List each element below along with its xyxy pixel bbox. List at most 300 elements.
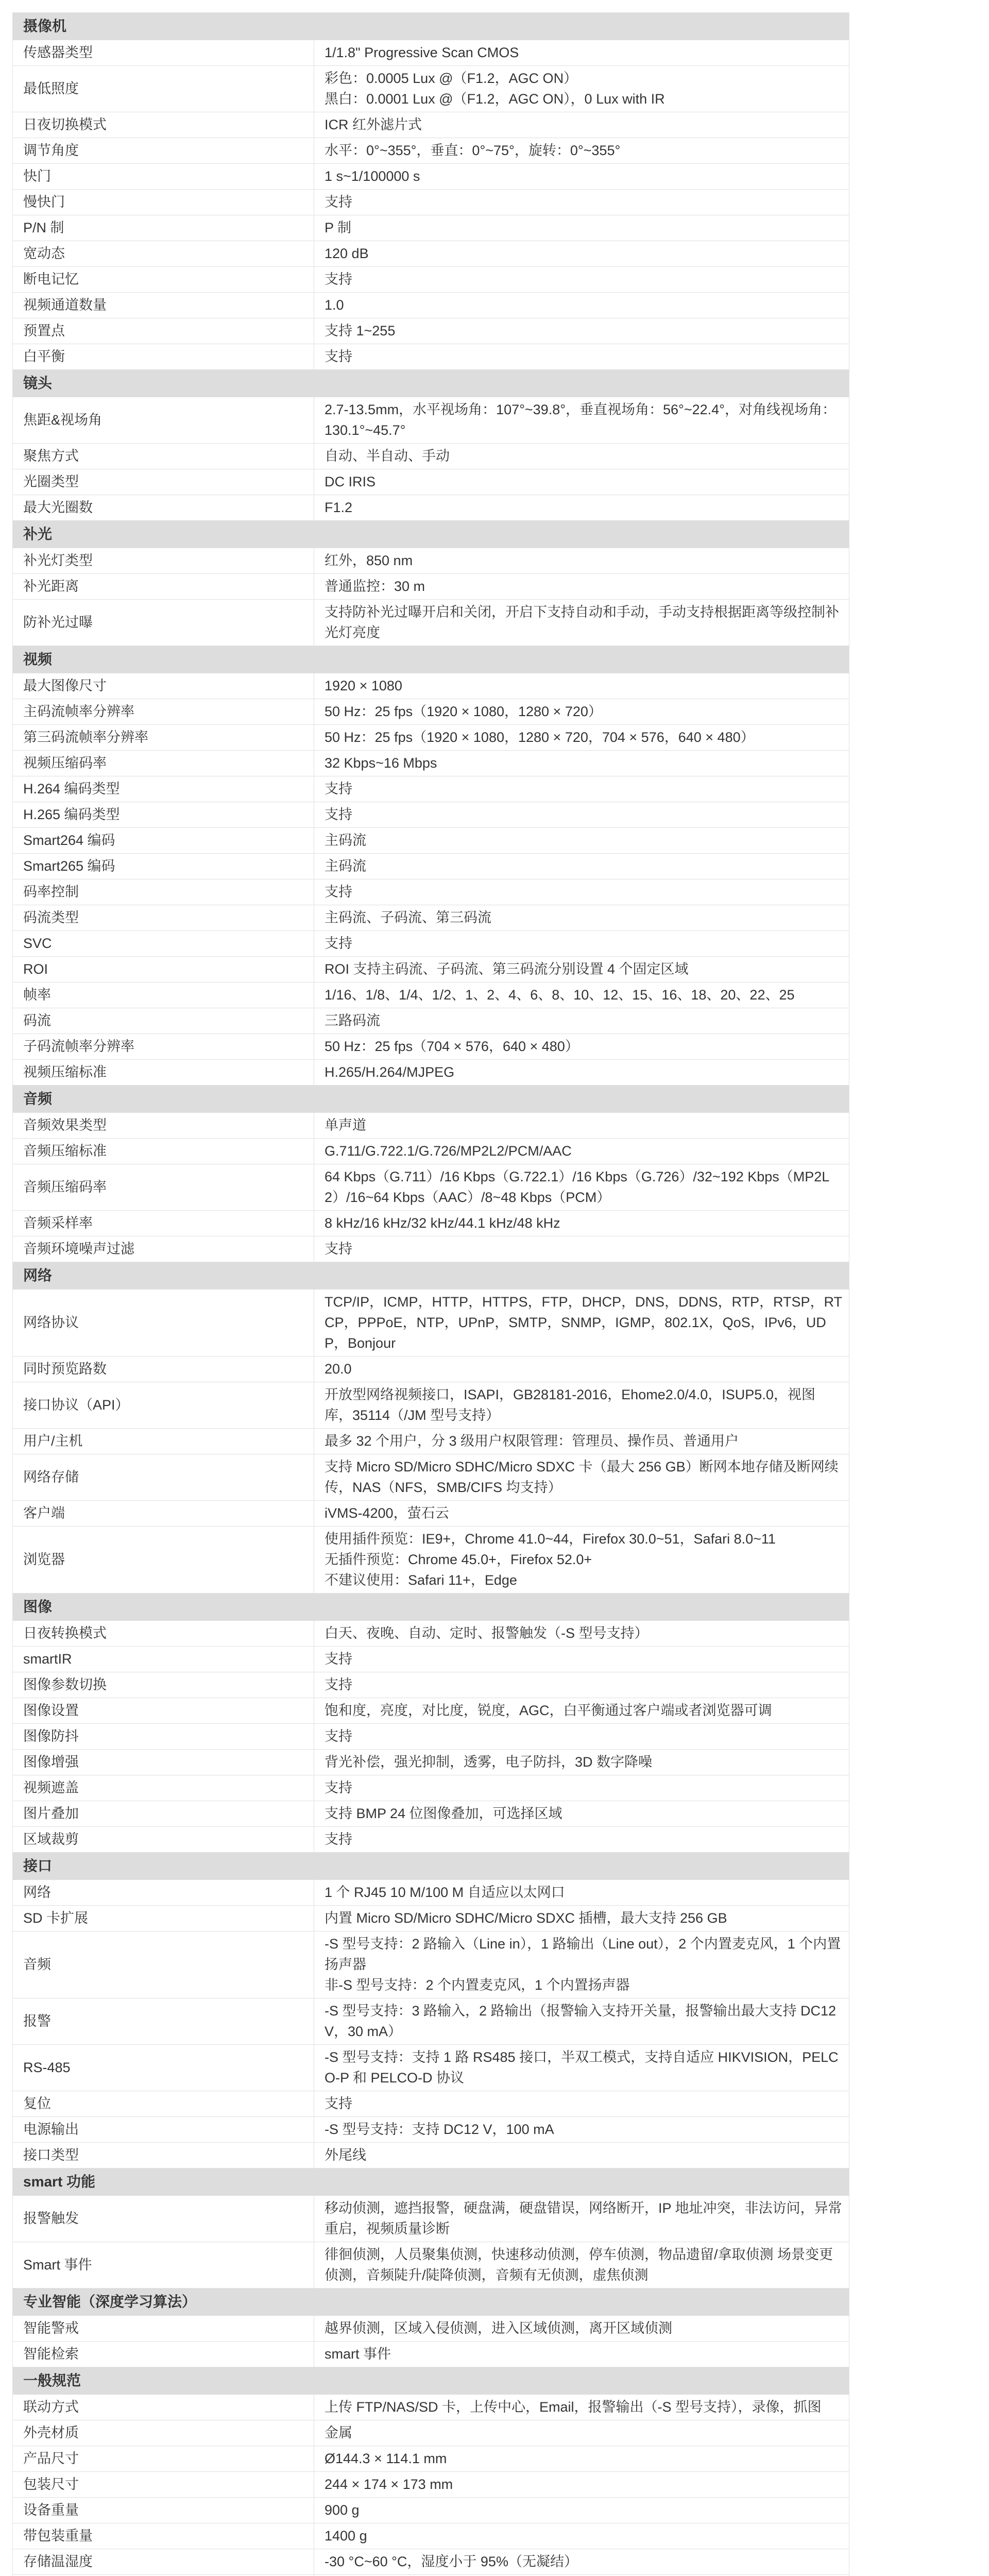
spec-label: 最大光圈数 — [13, 495, 314, 521]
spec-value-line: P 制 — [325, 220, 352, 235]
spec-row — [13, 905, 849, 931]
spec-label: 智能警戒 — [13, 2316, 314, 2342]
spec-value-line: 开放型网络视频接口，ISAPI，GB28181-2016，Ehome2.0/4.0，ISUP5.0，视图库，35114（/JM 型号支持） — [325, 1387, 815, 1423]
spec-value — [314, 957, 849, 982]
spec-value-line: 支持 — [325, 807, 352, 822]
spec-row — [13, 112, 849, 138]
spec-value-line: 三路码流 — [325, 1013, 380, 1028]
spec-value-line: 32 Kbps~16 Mbps — [325, 755, 437, 771]
spec-label: 包装尺寸 — [13, 2472, 314, 2498]
spec-value-line: 50 Hz：25 fps（1920 × 1080，1280 × 720，704 × 576，640 × 480） — [325, 730, 755, 745]
spec-value-line: 50 Hz：25 fps（1920 × 1080，1280 × 720） — [325, 704, 602, 719]
spec-label: 图像增强 — [13, 1750, 314, 1775]
spec-label: 设备重量 — [13, 2498, 314, 2523]
spec-label: 补光距离 — [13, 574, 314, 600]
spec-label: 聚焦方式 — [13, 444, 314, 469]
spec-label: 宽动态 — [13, 241, 314, 267]
spec-label: 音频压缩码率 — [13, 1164, 314, 1211]
spec-value-line: 上传 FTP/NAS/SD 卡，上传中心，Email，报警输出（-S 型号支持），录像，抓图 — [325, 2399, 822, 2415]
spec-label: P/N 制 — [13, 215, 314, 241]
spec-label: 码率控制 — [13, 879, 314, 905]
spec-value-line: 支持 — [325, 2096, 352, 2111]
spec-value — [314, 164, 849, 190]
spec-label: 预置点 — [13, 318, 314, 344]
section-title: 图像 — [13, 1594, 849, 1621]
spec-label: 网络协议 — [13, 1290, 314, 1357]
spec-row — [13, 2472, 849, 2498]
section-header-row — [13, 1594, 849, 1621]
spec-value — [314, 1906, 849, 1931]
spec-label: Smart265 编码 — [13, 854, 314, 879]
spec-value-line: 外尾线 — [325, 2147, 366, 2163]
spec-row — [13, 1724, 849, 1750]
spec-label: 最大图像尺寸 — [13, 673, 314, 699]
spec-value — [314, 1801, 849, 1827]
spec-row — [13, 2446, 849, 2472]
spec-value — [314, 600, 849, 646]
spec-value — [314, 1775, 849, 1801]
spec-label: 外壳材质 — [13, 2420, 314, 2446]
spec-value — [314, 1750, 849, 1775]
spec-row — [13, 957, 849, 982]
spec-row — [13, 1454, 849, 1501]
spec-label: 报警 — [13, 1998, 314, 2045]
spec-row — [13, 1113, 849, 1139]
spec-value-line: TCP/IP，ICMP，HTTP，HTTPS，FTP，DHCP，DNS，DDNS，RTP，RTSP，RTCP，PPPoE，NTP，UPnP，SMTP，SNMP，IGMP，802.1X，QoS，IPv6，UDP，Bonjour — [325, 1294, 843, 1351]
spec-value-line: 1 s~1/100000 s — [325, 168, 420, 184]
spec-value-line: ROI 支持主码流、子码流、第三码流分别设置 4 个固定区域 — [325, 961, 689, 977]
spec-value — [314, 138, 849, 164]
spec-row — [13, 66, 849, 112]
spec-row — [13, 2091, 849, 2117]
spec-label: 最低照度 — [13, 66, 314, 112]
spec-value — [314, 1060, 849, 1086]
spec-value-line: 无插件预览：Chrome 45.0+，Firefox 52.0+ — [325, 1552, 592, 1567]
spec-value — [314, 1429, 849, 1454]
spec-value-line: 不建议使用：Safari 11+，Edge — [325, 1572, 517, 1588]
spec-label: 存储温湿度 — [13, 2549, 314, 2575]
spec-label: 网络 — [13, 1880, 314, 1906]
spec-value-line: 自动、半自动、手动 — [325, 448, 450, 464]
spec-value — [314, 215, 849, 241]
spec-value-line: 金属 — [325, 2425, 352, 2441]
spec-value — [314, 1454, 849, 1501]
spec-value — [314, 495, 849, 521]
spec-row — [13, 1647, 849, 1672]
spec-row — [13, 1211, 849, 1236]
section-title: smart 功能 — [13, 2168, 849, 2196]
spec-label: Smart 事件 — [13, 2242, 314, 2289]
spec-row — [13, 1880, 849, 1906]
spec-row — [13, 1501, 849, 1527]
spec-value-line: 支持 — [325, 1651, 352, 1667]
spec-value — [314, 1931, 849, 1998]
spec-value — [314, 2316, 849, 2342]
spec-label: 日夜切换模式 — [13, 112, 314, 138]
spec-row — [13, 241, 849, 267]
spec-value-line: 红外，850 nm — [325, 553, 413, 568]
spec-value — [314, 1034, 849, 1060]
spec-label: 同时预览路数 — [13, 1357, 314, 1382]
spec-value — [314, 1998, 849, 2045]
spec-value-line: 支持 — [325, 1241, 352, 1257]
spec-label: 用户/主机 — [13, 1429, 314, 1454]
spec-value-line: 单声道 — [325, 1117, 366, 1133]
spec-value — [314, 802, 849, 828]
spec-row — [13, 574, 849, 600]
spec-value-line: 支持 — [325, 1832, 352, 1847]
spec-value-line: 支持 — [325, 1728, 352, 1744]
spec-value — [314, 854, 849, 879]
spec-value — [314, 1211, 849, 1236]
spec-row — [13, 215, 849, 241]
spec-label: 焦距&视场角 — [13, 397, 314, 444]
spec-value — [314, 1501, 849, 1527]
spec-value-line: 饱和度，亮度，对比度，锐度，AGC，白平衡通过客户端或者浏览器可调 — [325, 1703, 772, 1718]
spec-label: 图像参数切换 — [13, 1672, 314, 1698]
spec-label: 白平衡 — [13, 344, 314, 370]
spec-value — [314, 2143, 849, 2168]
spec-row — [13, 469, 849, 495]
section-header-row — [13, 1086, 849, 1113]
spec-value — [314, 982, 849, 1008]
spec-value — [314, 776, 849, 802]
spec-row — [13, 190, 849, 215]
spec-label: 子码流帧率分辨率 — [13, 1034, 314, 1060]
spec-value — [314, 2472, 849, 2498]
spec-value — [314, 1382, 849, 1429]
section-header-row — [13, 646, 849, 673]
spec-value — [314, 1527, 849, 1594]
spec-value-line: 支持 Micro SD/Micro SDHC/Micro SDXC 卡（最大 256 GB）断网本地存储及断网续传，NAS（NFS，SMB/CIFS 均支持） — [325, 1459, 839, 1495]
spec-value-line: 支持 1~255 — [325, 323, 396, 338]
spec-label: 智能检索 — [13, 2342, 314, 2367]
spec-value-line: 普通监控：30 m — [325, 579, 425, 594]
spec-value-line: H.265/H.264/MJPEG — [325, 1064, 455, 1080]
section-title: 一般规范 — [13, 2367, 849, 2395]
spec-label: 第三码流帧率分辨率 — [13, 725, 314, 751]
spec-label: 接口类型 — [13, 2143, 314, 2168]
spec-label: 补光灯类型 — [13, 548, 314, 574]
spec-value-line: 水平：0°~355°，垂直：0°~75°，旋转：0°~355° — [325, 143, 621, 158]
spec-label: 视频遮盖 — [13, 1775, 314, 1801]
spec-label: Smart264 编码 — [13, 828, 314, 854]
spec-value-line: 支持防补光过曝开启和关闭，开启下支持自动和手动，手动支持根据距离等级控制补光灯亮度 — [325, 604, 839, 640]
spec-label: 图片叠加 — [13, 1801, 314, 1827]
spec-value — [314, 751, 849, 776]
spec-value — [314, 574, 849, 600]
spec-row — [13, 802, 849, 828]
spec-value-line: F1.2 — [325, 500, 353, 515]
section-title: 专业智能（深度学习算法） — [13, 2289, 849, 2316]
spec-label: 主码流帧率分辨率 — [13, 699, 314, 725]
spec-value-line: 越界侦测，区域入侵侦测，进入区域侦测，离开区域侦测 — [325, 2320, 672, 2336]
spec-value — [314, 1290, 849, 1357]
spec-row — [13, 1931, 849, 1998]
spec-value — [314, 2523, 849, 2549]
spec-row — [13, 2143, 849, 2168]
spec-value-line: 64 Kbps（G.711）/16 Kbps（G.722.1）/16 Kbps（G.726）/32~192 Kbps（MP2L2）/16~64 Kbps（AAC）/8~48 Kbps（PCM） — [325, 1169, 830, 1205]
section-header-row — [13, 370, 849, 397]
spec-value — [314, 1236, 849, 1262]
spec-label: ROI — [13, 957, 314, 982]
spec-row — [13, 267, 849, 293]
spec-value — [314, 2091, 849, 2117]
spec-value — [314, 1357, 849, 1382]
spec-label: RS-485 — [13, 2045, 314, 2091]
spec-row — [13, 397, 849, 444]
spec-value-line: smart 事件 — [325, 2346, 391, 2362]
spec-row — [13, 1698, 849, 1724]
spec-value — [314, 1139, 849, 1164]
spec-value-line: 244 × 174 × 173 mm — [325, 2477, 453, 2492]
spec-value — [314, 879, 849, 905]
spec-label: 传感器类型 — [13, 40, 314, 66]
spec-row — [13, 1357, 849, 1382]
spec-label: 日夜转换模式 — [13, 1621, 314, 1647]
section-header-row — [13, 2367, 849, 2395]
spec-label: 音频压缩标准 — [13, 1139, 314, 1164]
section-header-row — [13, 2168, 849, 2196]
spec-value-line: 非-S 型号支持：2 个内置麦克风，1 个内置扬声器 — [325, 1977, 630, 1993]
spec-value-line: 移动侦测，遮挡报警，硬盘满，硬盘错误，网络断开，IP 地址冲突，非法访问，异常重启，视频质量诊断 — [325, 2200, 842, 2236]
spec-row — [13, 318, 849, 344]
spec-row — [13, 982, 849, 1008]
spec-label: 断电记忆 — [13, 267, 314, 293]
spec-row — [13, 1750, 849, 1775]
spec-label: 慢快门 — [13, 190, 314, 215]
spec-value-line: 支持 — [325, 349, 352, 364]
section-header-row — [13, 1262, 849, 1290]
spec-value — [314, 1164, 849, 1211]
spec-value-line: -S 型号支持：3 路输入，2 路输出（报警输入支持开关量，报警输出最大支持 DC12 V，30 mA） — [325, 2003, 837, 2039]
spec-row — [13, 931, 849, 957]
spec-row — [13, 1672, 849, 1698]
spec-value — [314, 1880, 849, 1906]
spec-value — [314, 1113, 849, 1139]
spec-value-line: DC IRIS — [325, 474, 376, 489]
spec-value-line: 彩色：0.0005 Lux @（F1.2，AGC ON） — [325, 71, 578, 86]
spec-row — [13, 1827, 849, 1853]
spec-value — [314, 1621, 849, 1647]
section-title: 镜头 — [13, 370, 849, 397]
spec-value — [314, 2498, 849, 2523]
spec-row — [13, 828, 849, 854]
spec-value-line: Ø144.3 × 114.1 mm — [325, 2451, 447, 2466]
spec-row — [13, 40, 849, 66]
spec-row — [13, 138, 849, 164]
spec-value-line: 使用插件预览：IE9+，Chrome 41.0~44，Firefox 30.0~51，Safari 8.0~11 — [325, 1531, 776, 1547]
spec-label: 码流类型 — [13, 905, 314, 931]
spec-label: 光圈类型 — [13, 469, 314, 495]
spec-row — [13, 1801, 849, 1827]
spec-row — [13, 2342, 849, 2367]
spec-row — [13, 2420, 849, 2446]
spec-value — [314, 905, 849, 931]
spec-label: 防补光过曝 — [13, 600, 314, 646]
spec-value — [314, 469, 849, 495]
spec-row — [13, 293, 849, 318]
spec-value-line: 徘徊侦测，人员聚集侦测，快速移动侦测，停车侦测，物品遗留/拿取侦测 场景变更侦测，音频陡升/陡降侦测，音频有无侦测，虚焦侦测 — [325, 2247, 833, 2283]
spec-value-line: G.711/G.722.1/G.726/MP2L2/PCM/AAC — [325, 1143, 572, 1159]
spec-value-line: 内置 Micro SD/Micro SDHC/Micro SDXC 插槽，最大支持 256 GB — [325, 1910, 727, 1926]
spec-row — [13, 344, 849, 370]
section-title: 摄像机 — [13, 13, 849, 40]
section-header-row — [13, 13, 849, 40]
section-header-row — [13, 2289, 849, 2316]
spec-row — [13, 673, 849, 699]
spec-value-line: 支持 — [325, 194, 352, 210]
spec-label: 产品尺寸 — [13, 2446, 314, 2472]
spec-label: 联动方式 — [13, 2395, 314, 2420]
spec-value-line: -S 型号支持：支持 1 路 RS485 接口，半双工模式，支持自适应 HIKVISION，PELCO-P 和 PELCO-D 协议 — [325, 2049, 839, 2086]
spec-value — [314, 1672, 849, 1698]
spec-label: 图像设置 — [13, 1698, 314, 1724]
spec-label: 调节角度 — [13, 138, 314, 164]
spec-value — [314, 1827, 849, 1853]
spec-row — [13, 1139, 849, 1164]
spec-value-line: 支持 — [325, 1677, 352, 1692]
spec-row — [13, 1290, 849, 1357]
spec-value-line: 120 dB — [325, 246, 369, 261]
spec-row — [13, 2117, 849, 2143]
spec-value — [314, 2395, 849, 2420]
spec-row — [13, 854, 849, 879]
spec-row — [13, 444, 849, 469]
spec-value-line: 支持 — [325, 884, 352, 900]
spec-value-line: 主码流、子码流、第三码流 — [325, 910, 491, 925]
spec-row — [13, 1527, 849, 1594]
spec-row — [13, 1164, 849, 1211]
spec-value — [314, 241, 849, 267]
spec-label: 音频效果类型 — [13, 1113, 314, 1139]
spec-table — [12, 12, 849, 2576]
spec-value-line: 50 Hz：25 fps（704 × 576，640 × 480） — [325, 1039, 579, 1054]
spec-row — [13, 1775, 849, 1801]
spec-value-line: 主码流 — [325, 858, 366, 874]
spec-value-line: 1920 × 1080 — [325, 678, 402, 693]
spec-label: 音频 — [13, 1931, 314, 1998]
spec-value — [314, 190, 849, 215]
spec-value-line: -30 °C~60 °C，湿度小于 95%（无凝结） — [325, 2554, 578, 2569]
spec-value — [314, 931, 849, 957]
spec-value — [314, 112, 849, 138]
spec-value — [314, 1008, 849, 1034]
spec-value — [314, 40, 849, 66]
spec-value-line: 8 kHz/16 kHz/32 kHz/44.1 kHz/48 kHz — [325, 1215, 560, 1231]
spec-row — [13, 1998, 849, 2045]
spec-row — [13, 2316, 849, 2342]
spec-value — [314, 2549, 849, 2575]
spec-value-line: 支持 — [325, 272, 352, 287]
spec-row — [13, 776, 849, 802]
spec-value — [314, 1698, 849, 1724]
spec-row — [13, 1429, 849, 1454]
spec-row — [13, 1034, 849, 1060]
spec-label: 复位 — [13, 2091, 314, 2117]
section-title: 接口 — [13, 1853, 849, 1880]
spec-value — [314, 1724, 849, 1750]
spec-value-line: ICR 红外滤片式 — [325, 117, 422, 132]
spec-value-line: 1.0 — [325, 297, 344, 313]
spec-table-body — [13, 13, 849, 2576]
spec-value-line: iVMS-4200，萤石云 — [325, 1505, 449, 1521]
spec-row — [13, 751, 849, 776]
spec-label: 视频压缩码率 — [13, 751, 314, 776]
spec-value — [314, 2420, 849, 2446]
spec-value — [314, 2045, 849, 2091]
spec-value — [314, 673, 849, 699]
spec-value-line: 最多 32 个用户，分 3 级用户权限管理：管理员、操作员、普通用户 — [325, 1433, 739, 1449]
spec-value — [314, 344, 849, 370]
spec-value — [314, 2242, 849, 2289]
spec-label: 音频环境噪声过滤 — [13, 1236, 314, 1262]
spec-row — [13, 1236, 849, 1262]
spec-label: 带包装重量 — [13, 2523, 314, 2549]
spec-value-line: -S 型号支持：2 路输入（Line in），1 路输出（Line out），2 个内置麦克风，1 个内置扬声器 — [325, 1936, 841, 1972]
spec-value-line: 1 个 RJ45 10 M/100 M 自适应以太网口 — [325, 1885, 565, 1900]
spec-row — [13, 2395, 849, 2420]
spec-row — [13, 879, 849, 905]
section-header-row — [13, 1853, 849, 1880]
spec-value — [314, 699, 849, 725]
spec-value — [314, 267, 849, 293]
spec-value — [314, 293, 849, 318]
spec-value — [314, 2446, 849, 2472]
spec-value-line: 1/1.8" Progressive Scan CMOS — [325, 45, 519, 60]
spec-value-line: 支持 — [325, 1780, 352, 1795]
spec-label: 视频压缩标准 — [13, 1060, 314, 1086]
spec-label: 网络存储 — [13, 1454, 314, 1501]
spec-row — [13, 699, 849, 725]
spec-value — [314, 1647, 849, 1672]
spec-label: 快门 — [13, 164, 314, 190]
spec-sheet — [12, 12, 849, 2576]
spec-value-line: 900 g — [325, 2502, 360, 2518]
spec-label: 报警触发 — [13, 2196, 314, 2242]
spec-label: 音频采样率 — [13, 1211, 314, 1236]
spec-value-line: 2.7-13.5mm，水平视场角：107°~39.8°，垂直视场角：56°~22.4°，对角线视场角：130.1°~45.7° — [325, 402, 836, 438]
spec-row — [13, 548, 849, 574]
spec-value — [314, 2342, 849, 2367]
spec-value-line: 主码流 — [325, 833, 366, 848]
spec-label: 区域裁剪 — [13, 1827, 314, 1853]
spec-value-line: 支持 BMP 24 位图像叠加，可选择区域 — [325, 1806, 562, 1821]
section-title: 网络 — [13, 1262, 849, 1290]
spec-value — [314, 444, 849, 469]
spec-label: 码流 — [13, 1008, 314, 1034]
spec-value — [314, 2196, 849, 2242]
spec-value — [314, 397, 849, 444]
spec-row — [13, 2549, 849, 2575]
spec-label: 浏览器 — [13, 1527, 314, 1594]
spec-value — [314, 828, 849, 854]
spec-label: 客户端 — [13, 1501, 314, 1527]
spec-row — [13, 164, 849, 190]
spec-label: SVC — [13, 931, 314, 957]
spec-row — [13, 2045, 849, 2091]
spec-value-line: 白天、夜晚、自动、定时、报警触发（-S 型号支持） — [325, 1625, 649, 1641]
spec-row — [13, 1008, 849, 1034]
spec-value — [314, 66, 849, 112]
spec-value — [314, 318, 849, 344]
spec-label: smartIR — [13, 1647, 314, 1672]
spec-value-line: 支持 — [325, 781, 352, 796]
spec-value-line: 1/16、1/8、1/4、1/2、1、2、4、6、8、10、12、15、16、18、20、22、25 — [325, 987, 795, 1003]
spec-value-line: 20.0 — [325, 1361, 352, 1377]
spec-value-line: 背光补偿，强光抑制，透雾，电子防抖，3D 数字降噪 — [325, 1754, 653, 1770]
spec-label: H.264 编码类型 — [13, 776, 314, 802]
